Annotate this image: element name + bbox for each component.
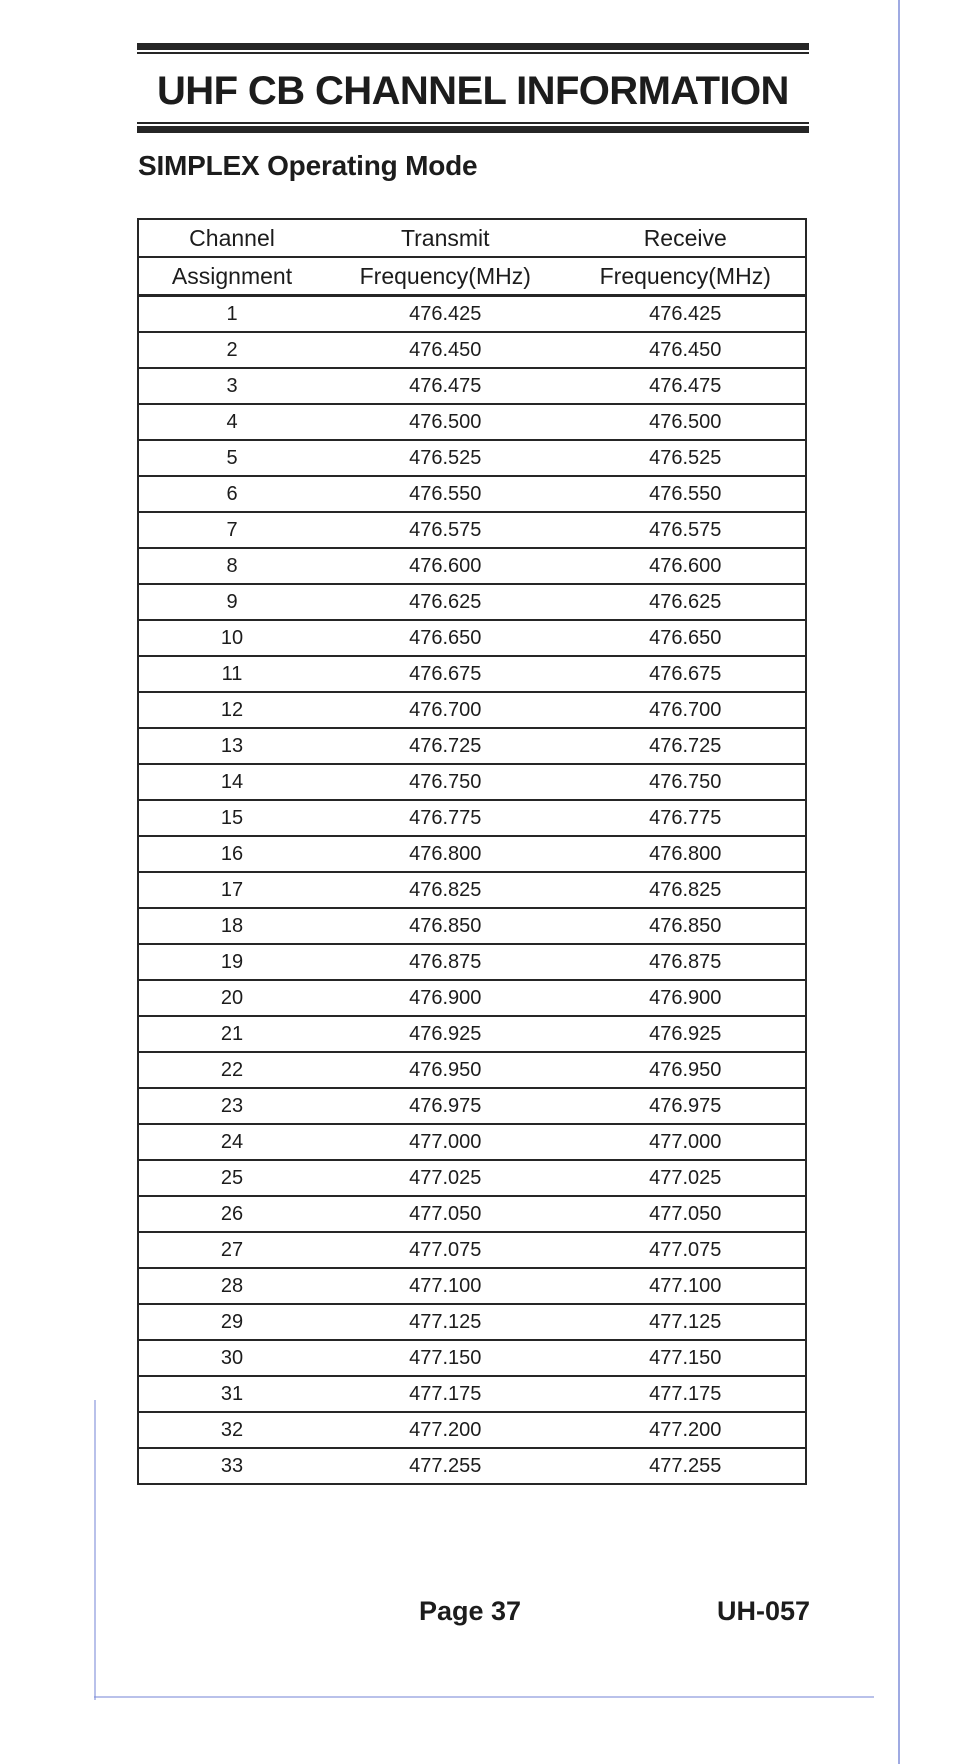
column-header: Receive: [566, 219, 807, 257]
transmit-frequency-cell: 476.725: [325, 728, 565, 764]
receive-frequency-cell: 476.675: [566, 656, 807, 692]
table-row: [138, 1448, 806, 1484]
channel-number-cell: 14: [138, 764, 325, 800]
column-header: Frequency(MHz): [566, 257, 807, 296]
table-row: [138, 656, 806, 692]
transmit-frequency-cell: 476.700: [325, 692, 565, 728]
page-title: UHF CB CHANNEL INFORMATION: [157, 69, 789, 113]
receive-frequency-cell: 477.050: [566, 1196, 807, 1232]
channel-number-cell: 25: [138, 1160, 325, 1196]
transmit-frequency-cell: 476.475: [325, 368, 565, 404]
table-row: [138, 692, 806, 728]
transmit-frequency-cell: 477.200: [325, 1412, 565, 1448]
transmit-frequency-cell: 476.575: [325, 512, 565, 548]
transmit-frequency-cell: 477.100: [325, 1268, 565, 1304]
title-rule-bottom: [137, 126, 809, 133]
transmit-frequency-cell: 476.925: [325, 1016, 565, 1052]
channel-number-cell: 24: [138, 1124, 325, 1160]
transmit-frequency-cell: 476.500: [325, 404, 565, 440]
channel-number-cell: 4: [138, 404, 325, 440]
receive-frequency-cell: 476.450: [566, 332, 807, 368]
channel-number-cell: 13: [138, 728, 325, 764]
title-block: [137, 43, 809, 133]
receive-frequency-cell: 476.750: [566, 764, 807, 800]
receive-frequency-cell: 477.000: [566, 1124, 807, 1160]
channel-number-cell: 10: [138, 620, 325, 656]
table-row: [138, 1304, 806, 1340]
transmit-frequency-cell: 476.625: [325, 584, 565, 620]
channel-number-cell: 22: [138, 1052, 325, 1088]
table-header-row: [138, 257, 806, 296]
channel-number-cell: 26: [138, 1196, 325, 1232]
channel-number-cell: 16: [138, 836, 325, 872]
table-row: [138, 1340, 806, 1376]
column-header: Channel: [138, 219, 325, 257]
receive-frequency-cell: 476.475: [566, 368, 807, 404]
channel-number-cell: 32: [138, 1412, 325, 1448]
table-body: [138, 296, 806, 1485]
table-row: [138, 404, 806, 440]
receive-frequency-cell: 476.975: [566, 1088, 807, 1124]
table-row: [138, 1124, 806, 1160]
channel-number-cell: 27: [138, 1232, 325, 1268]
table-row: [138, 620, 806, 656]
table-row: [138, 1412, 806, 1448]
table-row: [138, 1016, 806, 1052]
transmit-frequency-cell: 476.675: [325, 656, 565, 692]
transmit-frequency-cell: 477.255: [325, 1448, 565, 1484]
table-row: [138, 1232, 806, 1268]
table-row: [138, 1160, 806, 1196]
receive-frequency-cell: 476.900: [566, 980, 807, 1016]
table-row: [138, 944, 806, 980]
channel-number-cell: 15: [138, 800, 325, 836]
receive-frequency-cell: 476.725: [566, 728, 807, 764]
transmit-frequency-cell: 477.150: [325, 1340, 565, 1376]
receive-frequency-cell: 476.525: [566, 440, 807, 476]
channel-number-cell: 8: [138, 548, 325, 584]
channel-number-cell: 3: [138, 368, 325, 404]
channel-number-cell: 2: [138, 332, 325, 368]
receive-frequency-cell: 477.200: [566, 1412, 807, 1448]
receive-frequency-cell: 477.125: [566, 1304, 807, 1340]
channel-number-cell: 11: [138, 656, 325, 692]
receive-frequency-cell: 477.175: [566, 1376, 807, 1412]
table-row: [138, 764, 806, 800]
table-row: [138, 512, 806, 548]
receive-frequency-cell: 477.255: [566, 1448, 807, 1484]
receive-frequency-cell: 476.825: [566, 872, 807, 908]
transmit-frequency-cell: 476.750: [325, 764, 565, 800]
transmit-frequency-cell: 477.075: [325, 1232, 565, 1268]
table-row: [138, 584, 806, 620]
table-row: [138, 1268, 806, 1304]
column-header: Transmit: [325, 219, 565, 257]
receive-frequency-cell: 476.925: [566, 1016, 807, 1052]
transmit-frequency-cell: 476.850: [325, 908, 565, 944]
receive-frequency-cell: 477.025: [566, 1160, 807, 1196]
channel-table: [137, 218, 807, 1485]
channel-number-cell: 20: [138, 980, 325, 1016]
channel-number-cell: 21: [138, 1016, 325, 1052]
transmit-frequency-cell: 476.800: [325, 836, 565, 872]
table-row: [138, 1052, 806, 1088]
table-row: [138, 1196, 806, 1232]
transmit-frequency-cell: 476.525: [325, 440, 565, 476]
receive-frequency-cell: 476.875: [566, 944, 807, 980]
table-row: [138, 1088, 806, 1124]
table-row: [138, 296, 806, 333]
table-header-row: [138, 219, 806, 257]
transmit-frequency-cell: 476.425: [325, 296, 565, 333]
transmit-frequency-cell: 477.125: [325, 1304, 565, 1340]
receive-frequency-cell: 476.850: [566, 908, 807, 944]
transmit-frequency-cell: 476.450: [325, 332, 565, 368]
channel-number-cell: 28: [138, 1268, 325, 1304]
table-row: [138, 548, 806, 584]
transmit-frequency-cell: 477.000: [325, 1124, 565, 1160]
channel-number-cell: 1: [138, 296, 325, 333]
page-number: Page 37: [419, 1596, 522, 1626]
channel-number-cell: 19: [138, 944, 325, 980]
table-row: [138, 368, 806, 404]
table-row: [138, 800, 806, 836]
scan-edge-line: [94, 1696, 874, 1698]
section-heading: SIMPLEX Operating Mode: [138, 150, 478, 181]
transmit-frequency-cell: 476.775: [325, 800, 565, 836]
receive-frequency-cell: 476.650: [566, 620, 807, 656]
document-code: UH-057: [716, 1596, 810, 1626]
table-row: [138, 440, 806, 476]
scan-edge-line: [898, 0, 900, 1764]
receive-frequency-cell: 477.075: [566, 1232, 807, 1268]
transmit-frequency-cell: 476.950: [325, 1052, 565, 1088]
table-row: [138, 872, 806, 908]
transmit-frequency-cell: 476.550: [325, 476, 565, 512]
transmit-frequency-cell: 476.600: [325, 548, 565, 584]
receive-frequency-cell: 476.775: [566, 800, 807, 836]
table-row: [138, 908, 806, 944]
receive-frequency-cell: 476.600: [566, 548, 807, 584]
channel-number-cell: 33: [138, 1448, 325, 1484]
transmit-frequency-cell: 477.175: [325, 1376, 565, 1412]
transmit-frequency-cell: 477.050: [325, 1196, 565, 1232]
receive-frequency-cell: 476.950: [566, 1052, 807, 1088]
receive-frequency-cell: 476.700: [566, 692, 807, 728]
channel-number-cell: 17: [138, 872, 325, 908]
receive-frequency-cell: 476.500: [566, 404, 807, 440]
channel-number-cell: 5: [138, 440, 325, 476]
receive-frequency-cell: 476.550: [566, 476, 807, 512]
transmit-frequency-cell: 476.650: [325, 620, 565, 656]
transmit-frequency-cell: 476.875: [325, 944, 565, 980]
receive-frequency-cell: 476.425: [566, 296, 807, 333]
receive-frequency-cell: 476.800: [566, 836, 807, 872]
receive-frequency-cell: 476.625: [566, 584, 807, 620]
transmit-frequency-cell: 476.825: [325, 872, 565, 908]
column-header: Assignment: [138, 257, 325, 296]
channel-number-cell: 31: [138, 1376, 325, 1412]
column-header: Frequency(MHz): [325, 257, 565, 296]
channel-number-cell: 18: [138, 908, 325, 944]
channel-number-cell: 23: [138, 1088, 325, 1124]
receive-frequency-cell: 476.575: [566, 512, 807, 548]
table-row: [138, 476, 806, 512]
channel-number-cell: 9: [138, 584, 325, 620]
table-row: [138, 728, 806, 764]
receive-frequency-cell: 477.150: [566, 1340, 807, 1376]
table-row: [138, 332, 806, 368]
title-rule-bottom-thin: [137, 122, 809, 124]
channel-number-cell: 6: [138, 476, 325, 512]
channel-number-cell: 29: [138, 1304, 325, 1340]
receive-frequency-cell: 477.100: [566, 1268, 807, 1304]
table-row: [138, 836, 806, 872]
channel-number-cell: 30: [138, 1340, 325, 1376]
channel-number-cell: 12: [138, 692, 325, 728]
table-row: [138, 980, 806, 1016]
title-rule-top: [137, 43, 809, 50]
table-row: [138, 1376, 806, 1412]
transmit-frequency-cell: 476.975: [325, 1088, 565, 1124]
transmit-frequency-cell: 476.900: [325, 980, 565, 1016]
channel-number-cell: 7: [138, 512, 325, 548]
scan-edge-line: [94, 1400, 96, 1700]
transmit-frequency-cell: 477.025: [325, 1160, 565, 1196]
